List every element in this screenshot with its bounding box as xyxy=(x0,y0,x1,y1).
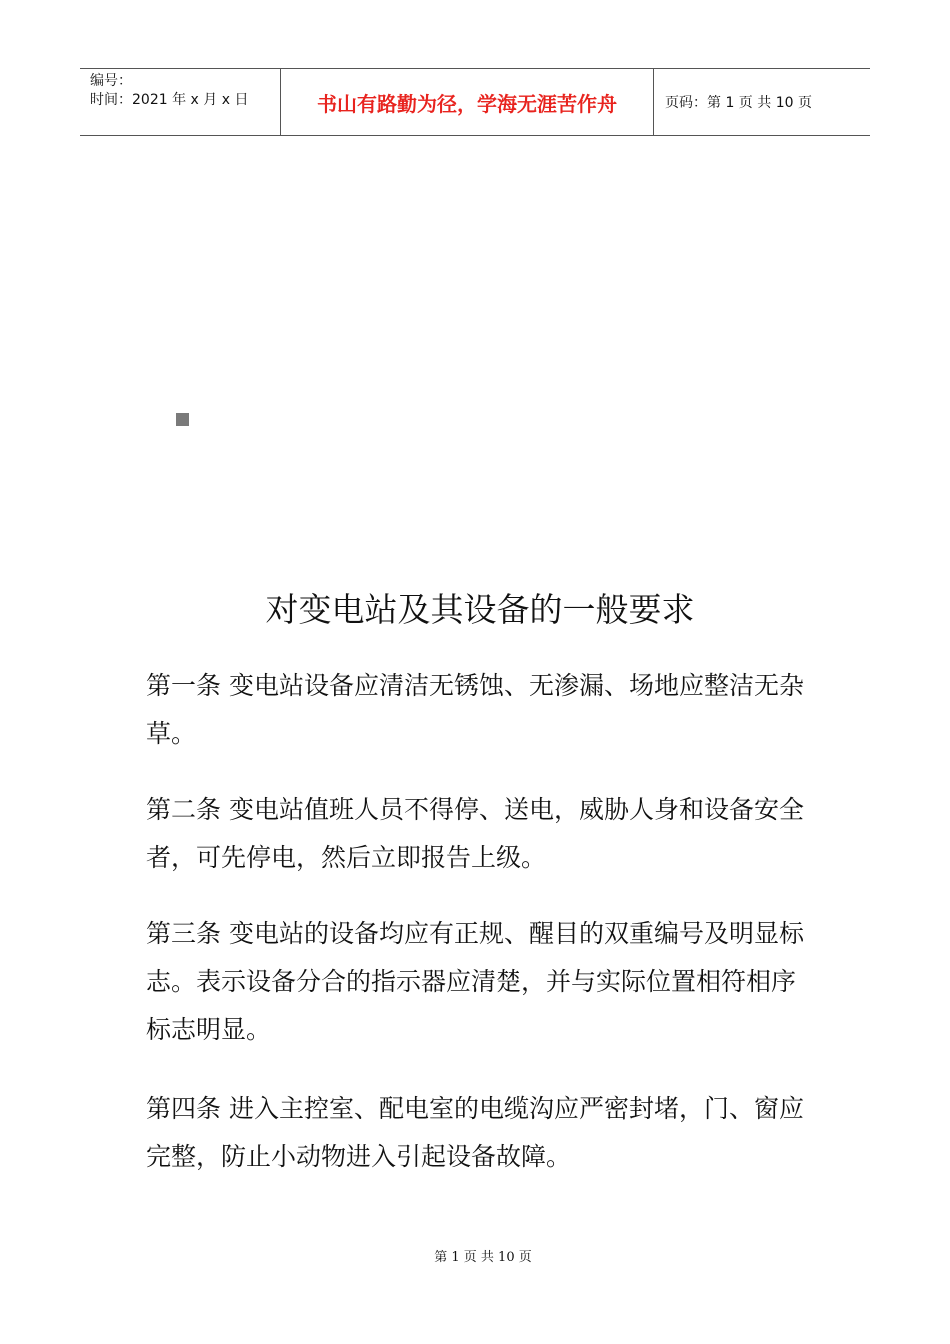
header-meta xyxy=(90,72,248,110)
article-2: 第二条 变电站值班人员不得停、送电，威胁人身和设备安全者，可先停电，然后立即报告上级。 xyxy=(146,795,804,872)
header-table xyxy=(80,68,870,136)
page-footer: 第 1 页 共 10 页 xyxy=(434,1250,532,1265)
header-motto: 书山有路勤为径，学海无涯苦作舟 xyxy=(317,91,617,116)
square-bullet-icon xyxy=(176,413,189,426)
article-1: 第一条 变电站设备应清洁无锈蚀、无渗漏、场地应整洁无杂草。 xyxy=(146,671,804,748)
date-line: 时间：2021 年 x 月 x 日 xyxy=(90,92,249,108)
header-divider-right xyxy=(653,69,654,135)
serial-label: 编号： xyxy=(90,73,132,89)
header-page-info: 页码：第 1 页 共 10 页 xyxy=(665,95,812,111)
document-title: 对变电站及其设备的一般要求 xyxy=(265,590,695,629)
article-3: 第三条 变电站的设备均应有正规、醒目的双重编号及明显标志。表示设备分合的指示器应清楚，并与实际位置相符相序标志明显。 xyxy=(146,919,804,1044)
article-4: 第四条 进入主控室、配电室的电缆沟应严密封堵，门、窗应完整，防止小动物进入引起设备故障。 xyxy=(146,1094,804,1171)
